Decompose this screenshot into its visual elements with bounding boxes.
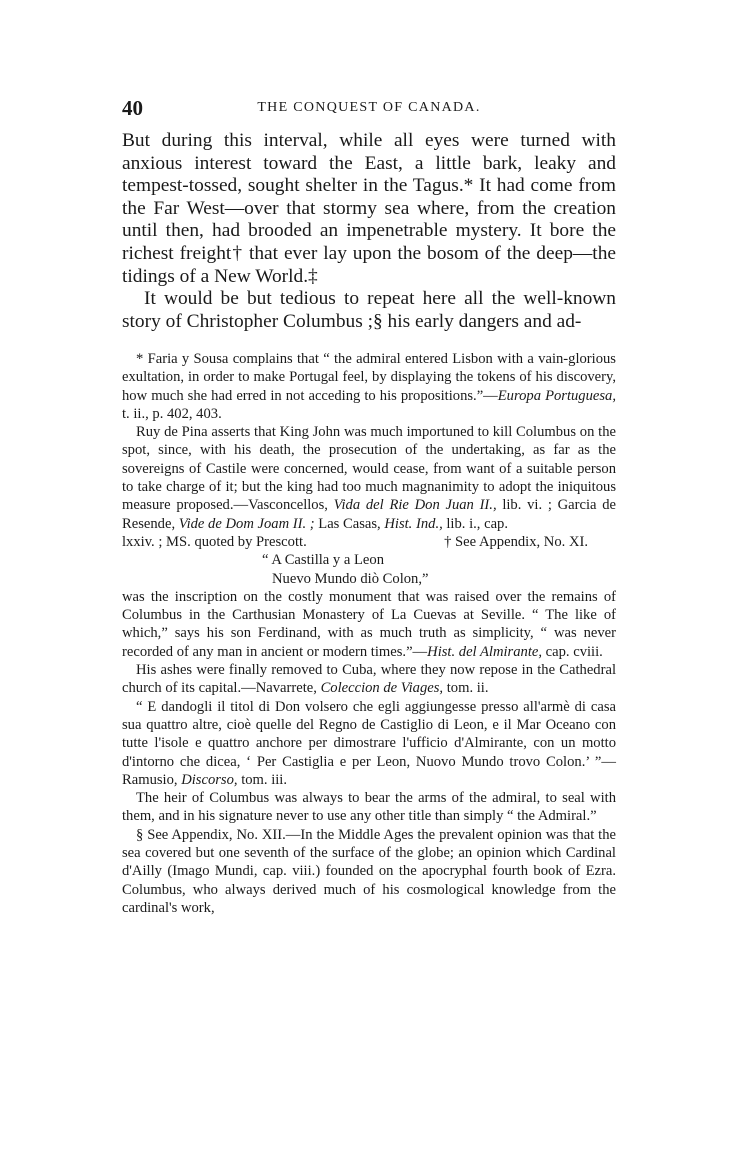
- footnote-ashes: His ashes were finally removed to Cuba, where they now repose in the Cathedral church of its capital.—Navarrete, Coleccion de Viages, tom. ii.: [122, 662, 616, 697]
- footnotes: [122, 350, 616, 917]
- verse-line-2: Nuevo Mundo diò Colon,”: [272, 570, 429, 587]
- footnote-ruy-de-pina: Ruy de Pina asserts that King John was much importuned to kill Columbus on the spot, since, with his death, the prosecution of the undertaking, as far as the sovereigns of Castile were concerned, would cease, from want of a suitable person to take charge of it; but the king had too much magnanimity to adopt the iniquitous measure proposed.—Vasconcellos, Vida del Rie Don Juan II., lib. vi. ; Garcia de Resende, Vide de Dom Joam II. ; Las Casas, Hist. Ind., lib. i., cap.: [122, 424, 617, 532]
- footnote-heir: The heir of Columbus was always to bear the arms of the admiral, to seal with them, and in his signature never to use any other title than simply “ the Admiral.”: [122, 790, 616, 825]
- page-header: [122, 96, 616, 120]
- page-number: 40: [122, 96, 143, 120]
- main-text: [122, 130, 616, 333]
- footnote-section: § See Appendix, No. XII.—In the Middle Ages the prevalent opinion was that the sea covered but one seventh of the surface of the globe; an opinion which Cardinal d'Ailly (Imago Mundi, cap. viii.) founded on the apocryphal fourth book of Ezra. Columbus, who always derived much of his cosmological knowledge from the cardinal's work,: [122, 826, 616, 916]
- paragraph-2: It would be but tedious to repeat here all the well-known story of Christopher Columbus ;§ his early dangers and ad-: [122, 288, 616, 332]
- paragraph-1: But during this interval, while all eyes were turned with anxious interest toward the East, a little bark, leaky and tempest-tossed, sought shelter in the Tagus.* It had come from the Far West—over that stormy sea where, from the creation until then, had brooded an impenetrable mystery. It bore the richest freight† that ever lay upon the bosom of the deep—the tidings of a New World.‡: [122, 130, 616, 287]
- verse-line-1: “ A Castilla y a Leon: [262, 552, 384, 569]
- footnote-ramusio: “ E dandogli il titol di Don volsero che egli aggiungesse presso all'armè di casa sua quattro altre, cioè quelle del Regno de Castiglio di Leon, e il Mar Oceano con tutte l'isole e quattro anchore per dimostrare l'ufficio d'Almirante, con un motto d'intorno che dicea, ‘ Per Castiglia e per Leon, Nuovo Mundo trovo Colon.’ ”—Ramusio, Discorso, tom. iii.: [122, 698, 616, 788]
- footnote-inscription: was the inscription on the costly monument that was raised over the remains of Columbus in the Carthusian Monastery of La Cuevas at Seville. “ The like of which,” says his son Ferdinand, with as much truth as simplicity, “ was never recorded of any man in ancient or modern times.”—Hist. del Almirante, cap. cviii.: [122, 588, 616, 660]
- footnote-star: * Faria y Sousa complains that “ the admiral entered Lisbon with a vain-glorious exultation, in order to make Portugal feel, by displaying the tokens of his discovery, how much she had erred in not acceding to his propositions.”—Europa Portuguesa, t. ii., p. 402, 403.: [122, 351, 617, 422]
- footnote-dagger-line: lxxiv. ; MS. quoted by Prescott. † See Appendix, No. XI.: [122, 533, 588, 550]
- running-title: THE CONQUEST OF CANADA.: [257, 100, 481, 115]
